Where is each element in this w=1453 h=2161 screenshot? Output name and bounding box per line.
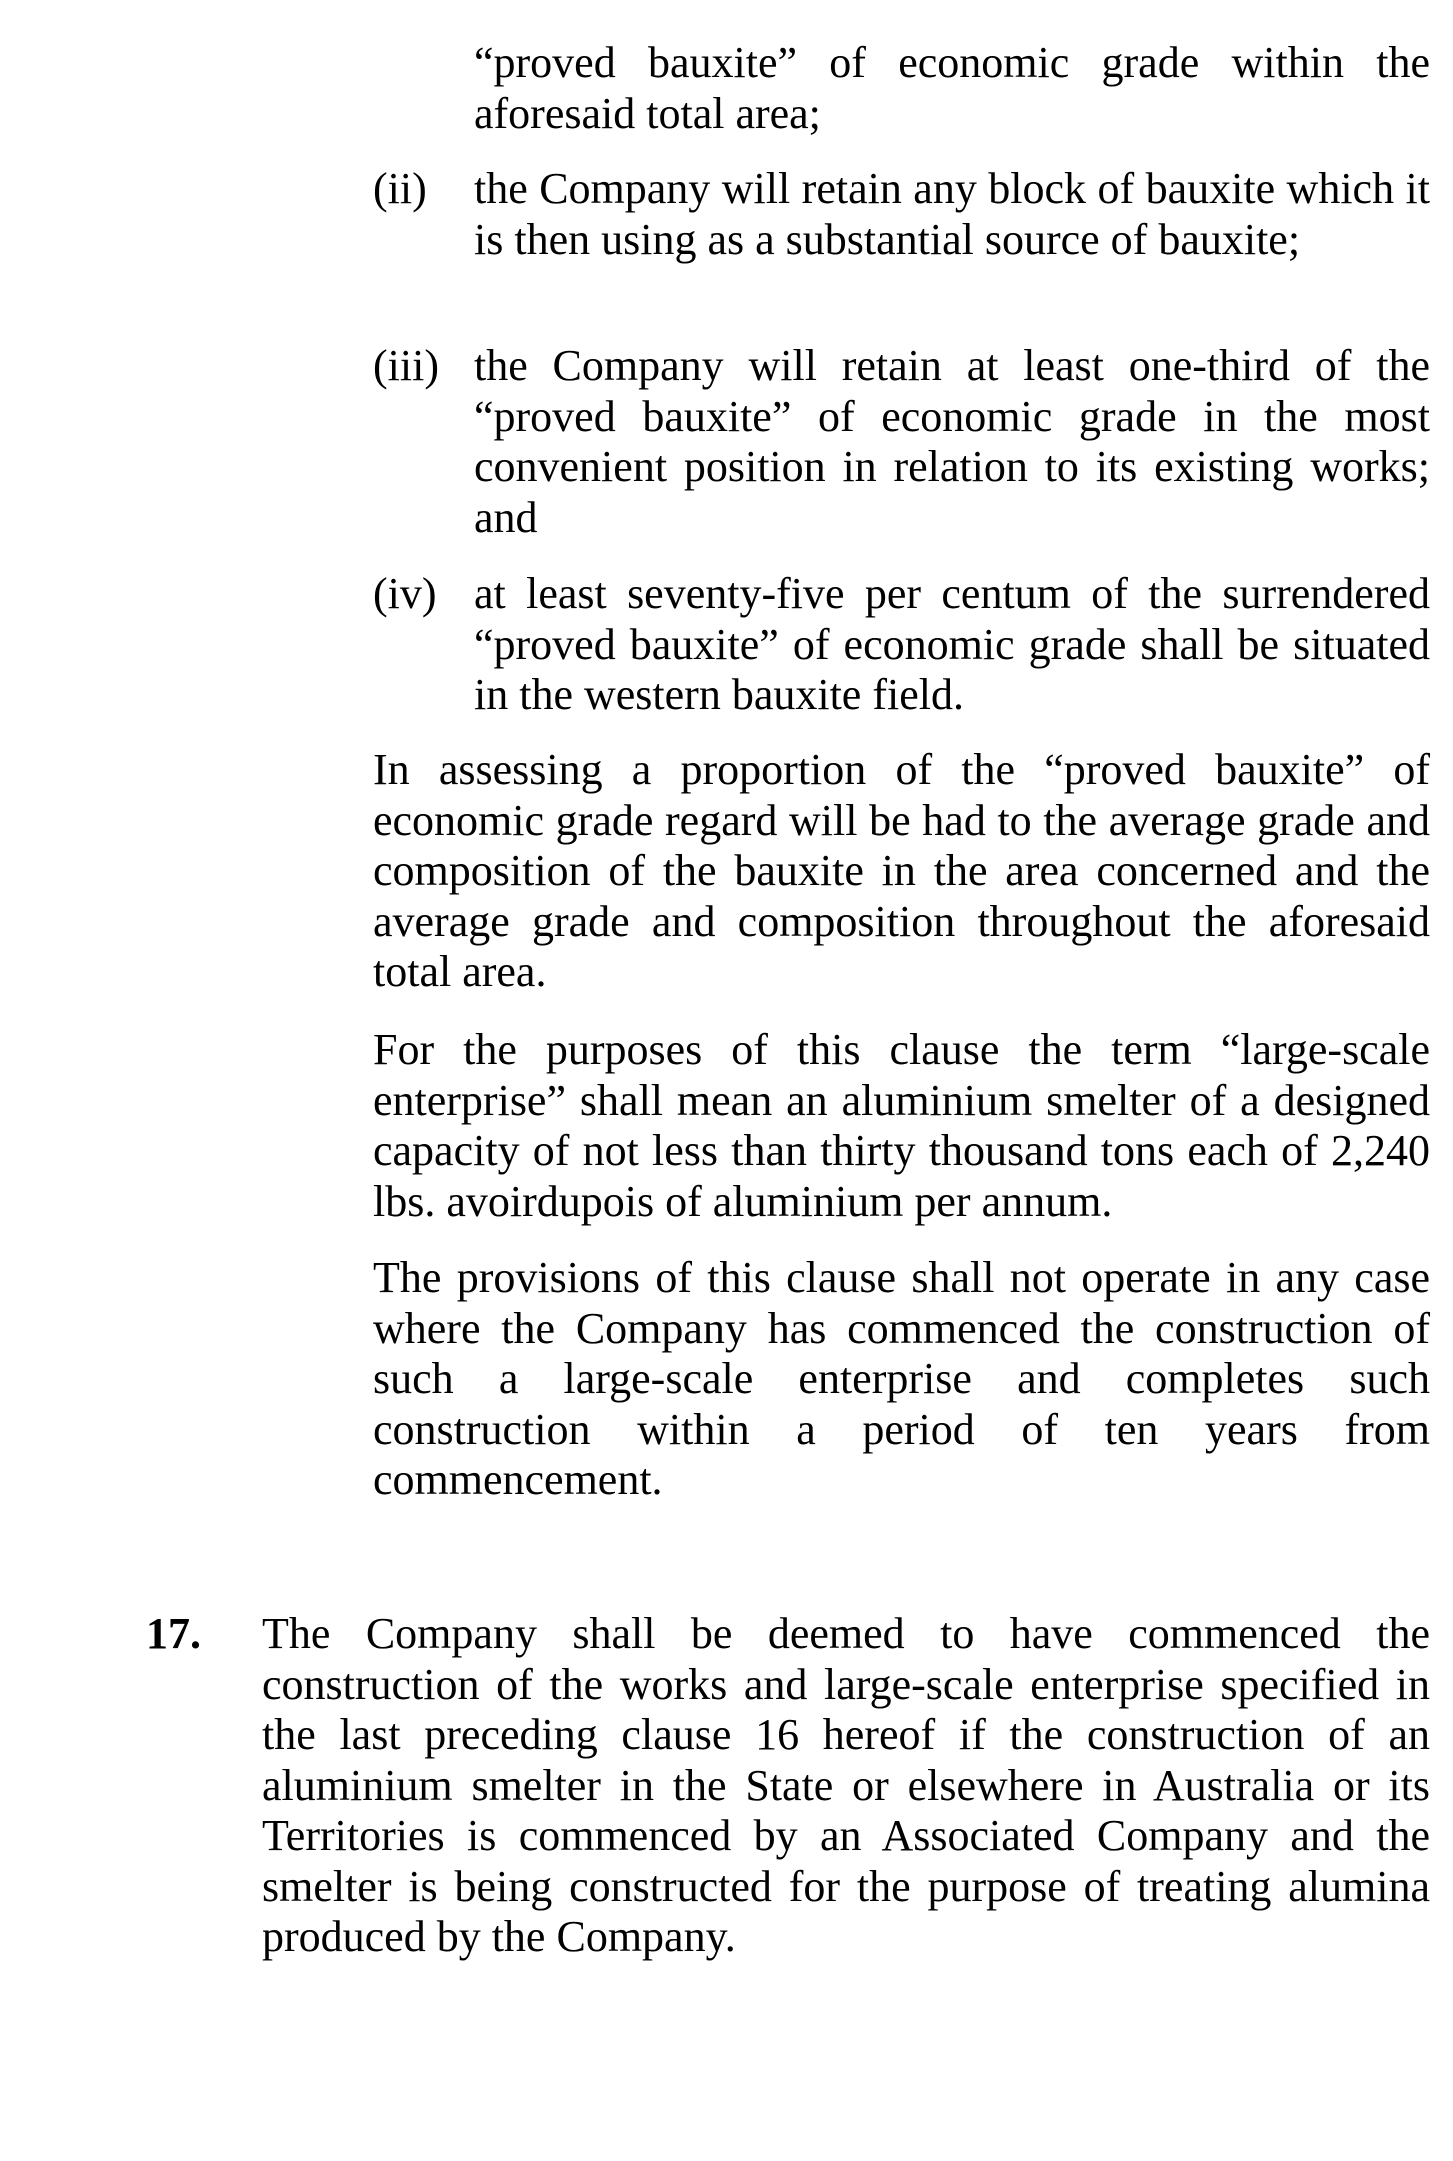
list-item-text: at least seventy-five per centum of the surrendered “proved bauxite” of economic grade shall be situated in the western bauxite field. xyxy=(474,569,1430,719)
clause-17 xyxy=(146,1609,1430,1963)
list-item-iv xyxy=(373,569,1430,721)
list-item-number: (ii) xyxy=(373,164,427,213)
list-item-number: (iii) xyxy=(373,341,439,390)
list-item-text: the Company will retain at least one-third of the “proved bauxite” of economic grade in the most convenient position in relation to its existing works; and xyxy=(474,341,1430,542)
paragraph-provisions: The provisions of this clause shall not operate in any case where the Company has commenced the construction of such a large-scale enterprise and completes such construction within a period of ten years from commencement. xyxy=(373,1253,1430,1504)
list-item-text: the Company will retain any block of bauxite which it is then using as a substantial source of bauxite; xyxy=(474,164,1430,264)
list-item-ii xyxy=(373,164,1430,265)
clause-number: 17. xyxy=(146,1609,201,1658)
paragraph-assessing: In assessing a proportion of the “proved bauxite” of economic grade regard will be had to the average grade and composition of the bauxite in the area concerned and the average grade and composition throughout the aforesaid total area. xyxy=(373,745,1430,996)
list-item-number: (iv) xyxy=(373,569,437,618)
paragraph-definition: For the purposes of this clause the term “large-scale enterprise” shall mean an aluminium smelter of a designed capacity of not less than thirty thousand tons each of 2,240 lbs. avoirdupois of aluminium per annum. xyxy=(373,1025,1430,1226)
continuation-text: “proved bauxite” of economic grade within the aforesaid total area; xyxy=(474,38,1430,138)
list-item-iii xyxy=(373,341,1430,543)
clause-text: The Company shall be deemed to have commenced the construction of the works and large-scale enterprise specified in the last preceding clause 16 hereof if the construction of an aluminium smelter in the State or elsewhere in Australia or its Territories is commenced by an Associated Company and the smelter is being constructed for the purpose of treating alumina produced by the Company. xyxy=(262,1609,1430,1961)
